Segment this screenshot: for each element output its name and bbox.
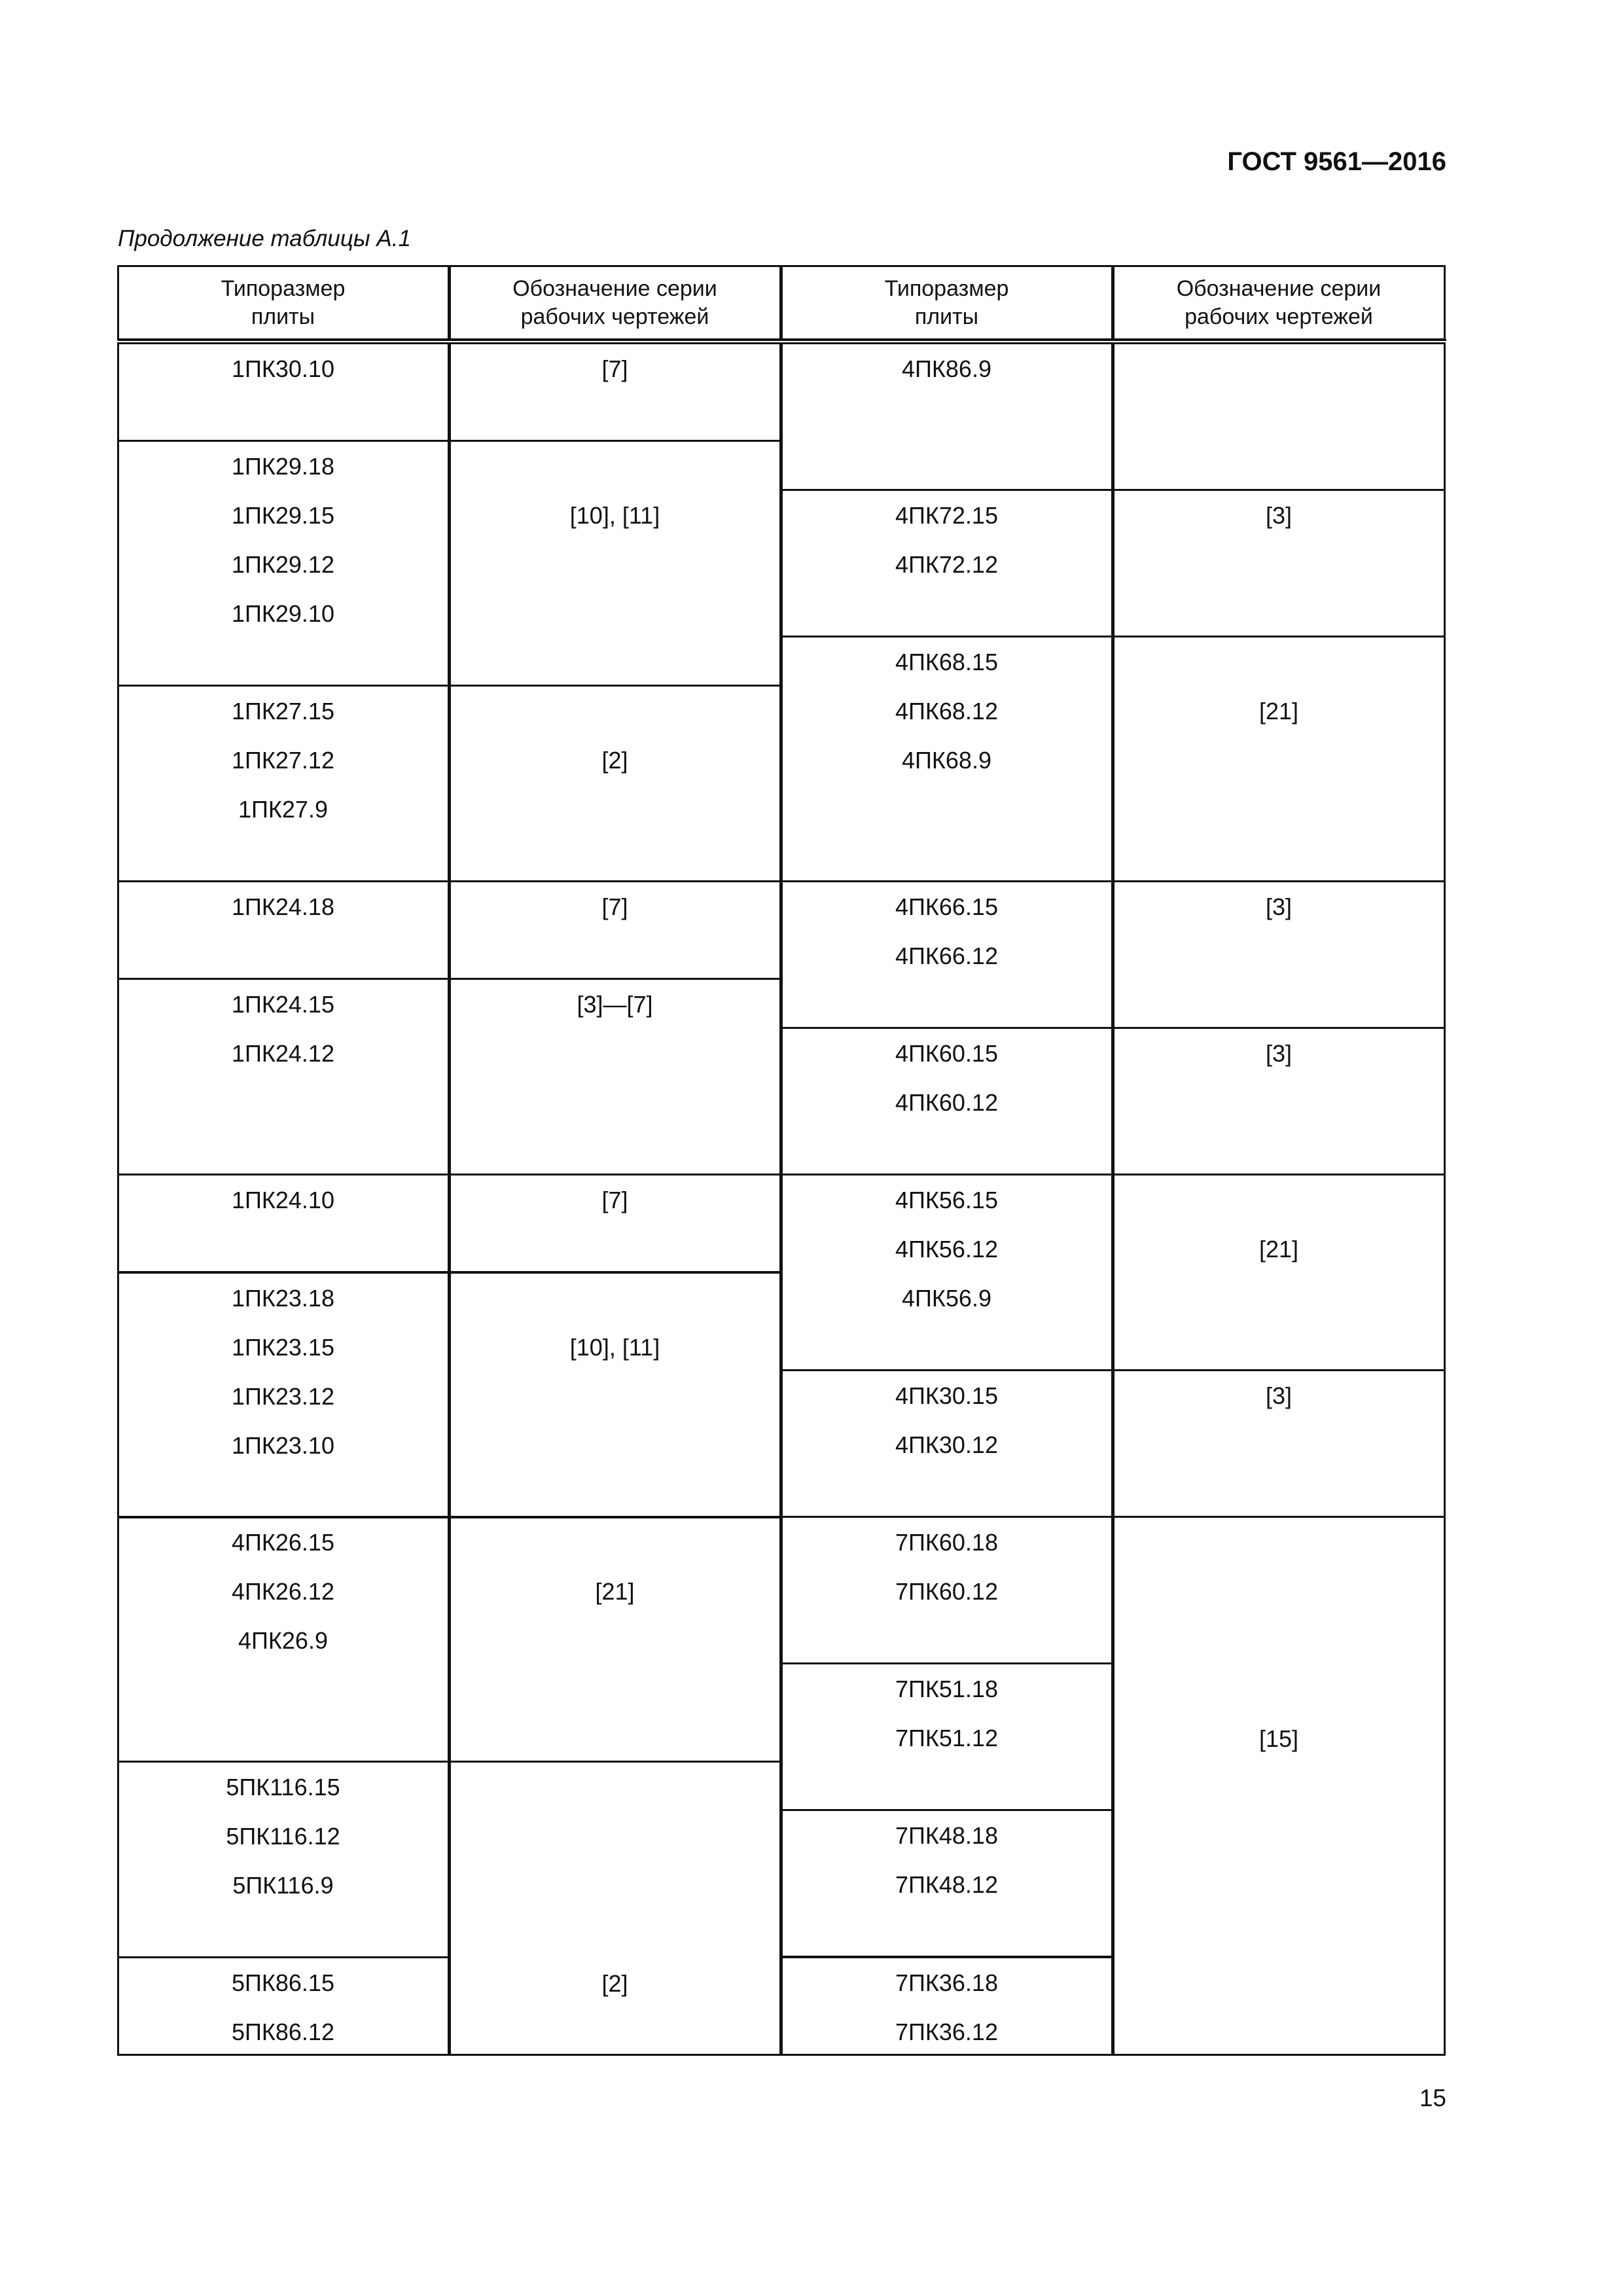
header-divider <box>118 339 1446 341</box>
size-cell <box>781 880 1113 1029</box>
cell-text: 4ПК86.9 <box>902 355 991 382</box>
header-text: рабочих чертежей <box>1185 304 1373 329</box>
header-text: Типоразмер <box>884 276 1009 301</box>
series-cell <box>1113 489 1446 637</box>
header-cell-size-2 <box>781 265 1113 340</box>
cell-text: [10], [11] <box>569 1334 660 1361</box>
cell-text: [2] <box>601 1970 628 1997</box>
cell-text: 1ПК24.15 <box>232 991 334 1018</box>
header-text: плиты <box>251 304 315 329</box>
cell-text: 1ПК30.10 <box>232 355 334 382</box>
header-text: рабочих чертежей <box>520 304 709 329</box>
cell-text: 4ПК56.9 <box>902 1285 991 1312</box>
cell-text <box>451 442 779 491</box>
series-cell <box>449 440 781 687</box>
series-cell <box>449 1516 781 1763</box>
document-code: ГОСТ 9561—2016 <box>1227 147 1446 176</box>
cell-text: 1ПК29.12 <box>232 551 334 578</box>
cell-text <box>451 687 779 736</box>
cell-text: 7ПК60.12 <box>895 1578 998 1605</box>
series-cell <box>449 685 781 882</box>
header-cell-series-1 <box>449 265 781 340</box>
cell-text: 7ПК48.18 <box>895 1822 998 1849</box>
cell-text: 1ПК23.15 <box>232 1334 334 1361</box>
size-cell <box>781 636 1113 882</box>
cell-text: 4ПК26.9 <box>238 1627 328 1654</box>
cell-text: 4ПК66.15 <box>895 893 998 920</box>
cell-text <box>1115 1616 1444 1665</box>
cell-text <box>1115 1567 1444 1616</box>
cell-text: 1ПК24.10 <box>232 1187 334 1213</box>
cell-text: [2] <box>601 747 628 774</box>
series-cell <box>1113 342 1446 491</box>
size-cell <box>117 1516 450 1763</box>
series-cell <box>449 880 781 980</box>
series-cell <box>1113 636 1446 882</box>
page-number: 15 <box>1419 2085 1446 2111</box>
cell-text: [7] <box>601 355 628 382</box>
cell-text: 4ПК68.12 <box>895 698 998 725</box>
cell-text <box>451 1763 779 1812</box>
cell-text: 4ПК30.12 <box>895 1431 998 1458</box>
cell-text: 4ПК60.12 <box>895 1089 998 1116</box>
series-cell <box>1113 1027 1446 1175</box>
cell-text: 5ПК116.9 <box>232 1872 334 1899</box>
cell-text: 4ПК56.12 <box>895 1236 998 1263</box>
cell-text: [3]—[7] <box>577 991 653 1018</box>
cell-text: 1ПК23.18 <box>232 1285 334 1312</box>
cell-text: 1ПК24.12 <box>232 1040 334 1067</box>
header-text: Обозначение серии <box>512 276 717 301</box>
size-cell <box>117 1761 450 1958</box>
cell-text: [7] <box>601 893 628 920</box>
cell-text: [7] <box>601 1187 628 1213</box>
cell-text: [3] <box>1265 1382 1293 1409</box>
series-cell <box>449 1761 781 2056</box>
size-cell <box>117 1174 450 1273</box>
cell-text: 1ПК29.15 <box>232 502 334 529</box>
header-cell-series-2 <box>1113 265 1446 340</box>
cell-text: 4ПК66.12 <box>895 942 998 969</box>
size-cell <box>781 1516 1113 1664</box>
cell-text <box>1115 344 1444 393</box>
size-cell <box>781 1956 1113 2056</box>
cell-text: 4ПК26.12 <box>232 1578 334 1605</box>
cell-text <box>451 1861 779 1910</box>
series-cell <box>449 1174 781 1273</box>
size-cell <box>781 1662 1113 1811</box>
cell-text: 1ПК29.10 <box>232 600 334 627</box>
series-cell <box>449 1272 781 1518</box>
cell-text: 4ПК68.9 <box>902 747 991 774</box>
cell-text: 7ПК51.12 <box>895 1725 998 1751</box>
cell-text: 5ПК86.12 <box>232 2018 334 2045</box>
cell-text <box>1115 1175 1444 1225</box>
cell-text: 4ПК60.15 <box>895 1040 998 1067</box>
size-cell <box>781 1809 1113 1958</box>
cell-text: 4ПК26.15 <box>232 1529 334 1556</box>
cell-text <box>451 1812 779 1861</box>
header-text: Обозначение серии <box>1176 276 1382 301</box>
size-cell <box>781 342 1113 491</box>
cell-text: 1ПК23.10 <box>232 1432 334 1459</box>
cell-text <box>1115 637 1444 687</box>
cell-text: [3] <box>1265 1040 1293 1067</box>
cell-text: [3] <box>1265 502 1293 529</box>
size-cell <box>117 978 450 1175</box>
cell-text: 1ПК23.12 <box>232 1383 334 1410</box>
size-cell <box>117 880 450 980</box>
series-cell <box>1113 1516 1446 2056</box>
size-cell <box>781 1027 1113 1175</box>
cell-text: 7ПК36.18 <box>895 1969 998 1996</box>
size-cell <box>117 1272 450 1518</box>
size-cell <box>781 1174 1113 1371</box>
cell-text: [3] <box>1265 893 1293 920</box>
cell-text: [21] <box>1258 698 1299 725</box>
size-cell <box>117 1956 450 2056</box>
cell-text <box>451 1518 779 1567</box>
cell-text: 4ПК72.15 <box>895 502 998 529</box>
cell-text: [21] <box>1258 1236 1299 1263</box>
table-caption: Продолжение таблицы А.1 <box>118 226 411 251</box>
cell-text: 5ПК116.12 <box>226 1823 340 1850</box>
cell-text: 5ПК86.15 <box>232 1969 334 1996</box>
cell-text: 4ПК72.12 <box>895 551 998 578</box>
cell-text: 7ПК60.18 <box>895 1529 998 1556</box>
cell-text <box>451 1274 779 1323</box>
cell-text: 4ПК68.15 <box>895 649 998 675</box>
cell-text: 1ПК27.15 <box>232 698 334 725</box>
header-text: плиты <box>914 304 979 329</box>
cell-text: 4ПК30.15 <box>895 1382 998 1409</box>
size-cell <box>781 1369 1113 1518</box>
cell-text: 7ПК36.12 <box>895 2018 998 2045</box>
cell-text: 1ПК29.18 <box>232 453 334 480</box>
cell-text: [21] <box>595 1578 635 1605</box>
cell-text: 7ПК51.18 <box>895 1676 998 1702</box>
cell-text: 1ПК24.18 <box>232 893 334 920</box>
series-cell <box>449 342 781 442</box>
cell-text <box>1115 1518 1444 1567</box>
cell-text: 1ПК27.9 <box>238 796 328 823</box>
cell-text: [10], [11] <box>569 502 660 529</box>
size-cell <box>781 489 1113 637</box>
header-text: Типоразмер <box>221 276 346 301</box>
series-cell <box>1113 1174 1446 1371</box>
cell-text <box>451 1910 779 1959</box>
header-cell-size-1 <box>117 265 450 340</box>
cell-text: 5ПК116.15 <box>226 1774 340 1801</box>
size-cell <box>117 440 450 687</box>
cell-text <box>1115 1665 1444 1714</box>
cell-text: [15] <box>1258 1725 1299 1752</box>
cell-text: 1ПК27.12 <box>232 747 334 774</box>
series-cell <box>449 978 781 1175</box>
series-cell <box>1113 880 1446 1029</box>
size-cell <box>117 342 450 442</box>
cell-text: 7ПК48.12 <box>895 1871 998 1898</box>
cell-text: 4ПК56.15 <box>895 1187 998 1213</box>
size-cell <box>117 685 450 882</box>
series-cell <box>1113 1369 1446 1518</box>
